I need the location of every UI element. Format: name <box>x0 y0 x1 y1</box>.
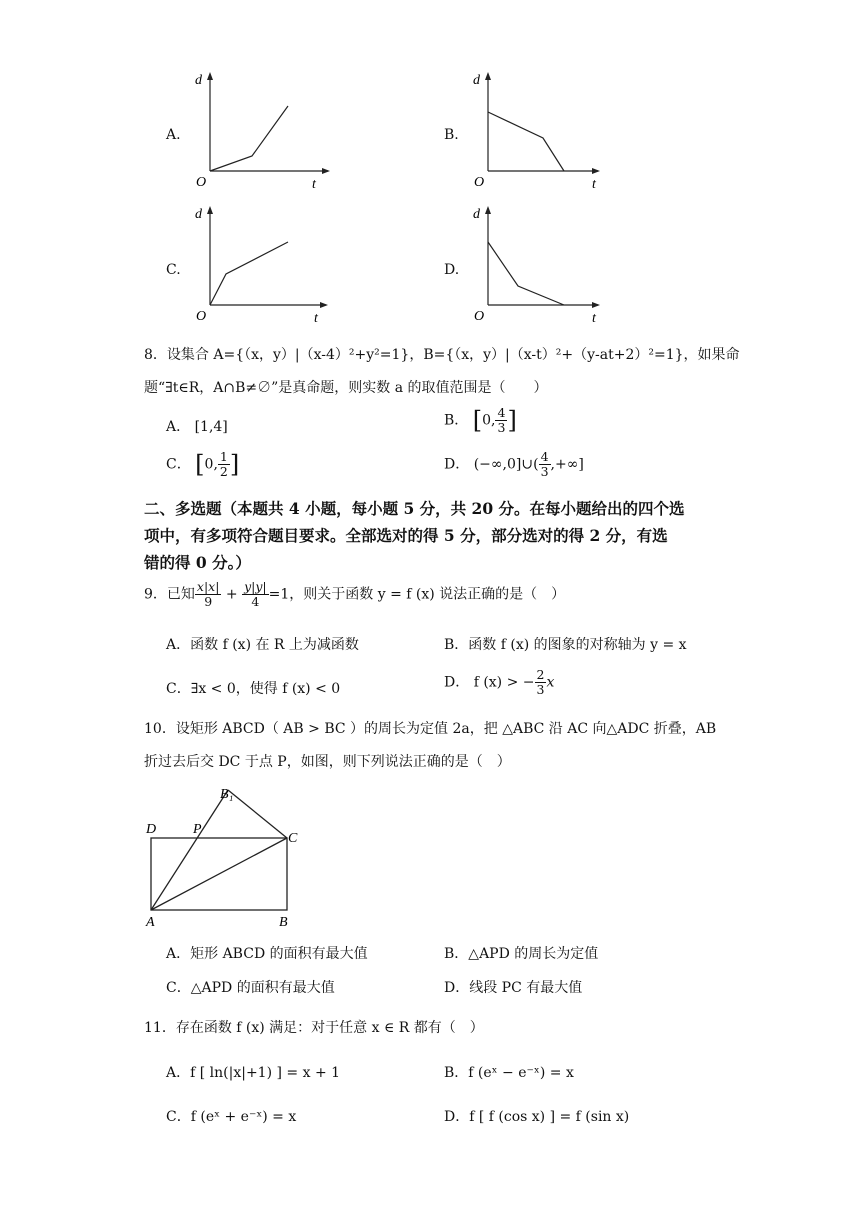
q10-label-c: C <box>288 831 298 846</box>
graph-option-c-label: C. <box>166 262 181 278</box>
q10-label-p: P <box>193 822 202 837</box>
q10-label-b1: B₁ <box>220 787 234 802</box>
graph-d <box>468 202 613 327</box>
q10-option-a: A．矩形 ABCD 的面积有最大值 <box>166 946 368 962</box>
q9-option-c: C．∃x < 0，使得 f (x) < 0 <box>166 681 341 697</box>
q10-label-a: A <box>146 915 155 930</box>
q10-option-c: C．△APD 的面积有最大值 <box>166 980 335 996</box>
q8-stem-line1: 8．设集合 A={（x，y）|（x-4）²+y²=1}，B={（x，y）|（x-t）²+（y-at+2）²=1}，如果命 <box>144 347 740 363</box>
q10-stem-line2: 折过去后交 DC 于点 P，如图，则下列说法正确的是（ ） <box>144 754 511 770</box>
graph-a-x-axis-label: t <box>312 177 316 192</box>
graph-b-y-axis-label: d <box>473 73 480 88</box>
section2-line3: 错的得 0 分。） <box>144 553 251 572</box>
q8-option-a-text: [1,4] <box>194 419 228 435</box>
section2-line2: 项中，有多项符合题目要求。全部选对的得 5 分，部分选对的得 2 分，有选 <box>144 526 668 545</box>
q11-option-b: B．f (eˣ − e⁻ˣ) = x <box>444 1065 574 1081</box>
graph-b-x-axis-label: t <box>592 177 596 192</box>
q10-option-b: B．△APD 的周长为定值 <box>444 946 599 962</box>
q8-option-d: D． (−∞,0]∪( $\frac{4}{3}$ ,+∞] <box>444 449 584 479</box>
q10-label-d: D <box>146 822 157 837</box>
q9-stem: 9．已知 $\frac{x|x|}{9}$ + $\frac{y|y|}{4}$ =1，则关于函数 y = f (x) 说法正确的是（ ） <box>144 579 566 609</box>
graph-c-y-axis-label: d <box>195 207 202 222</box>
q11-option-d: D．f [ f (cos x) ] = f (sin x) <box>444 1109 630 1125</box>
q11-option-c: C．f (eˣ + e⁻ˣ) = x <box>166 1109 297 1125</box>
q10-option-d: D．线段 PC 有最大值 <box>444 980 583 996</box>
q11-option-a: A．f [ ln(|x|+1) ] = x + 1 <box>166 1065 341 1081</box>
graph-c-x-axis-label: t <box>314 311 318 326</box>
q11-stem: 11．存在函数 f (x) 满足：对于任意 x ∈ R 都有（ ） <box>144 1020 484 1036</box>
graph-c-origin-label: O <box>196 309 207 324</box>
q8-option-c: C． [0, $\frac{1}{2}$ ] <box>166 449 240 479</box>
graph-option-d-label: D. <box>444 262 460 278</box>
graph-a-origin-label: O <box>196 175 207 190</box>
q9-option-d: D． f (x) > − $\frac{2}{3}$ x <box>444 667 555 697</box>
section2-line1: 二、多选题（本题共 4 小题，每小题 5 分，共 20 分。在每小题给出的四个选 <box>144 499 685 518</box>
graph-d-x-axis-label: t <box>592 311 596 326</box>
graph-b <box>468 68 613 193</box>
q9-option-a: A．函数 f (x) 在 R 上为减函数 <box>166 637 359 653</box>
graph-b-origin-label: O <box>474 175 485 190</box>
graph-d-y-axis-label: d <box>473 207 480 222</box>
graph-d-origin-label: O <box>474 309 485 324</box>
graph-c <box>190 202 335 327</box>
graph-a <box>190 68 335 193</box>
graph-option-b-label: B. <box>444 127 459 143</box>
q9-option-b: B．函数 f (x) 的图象的对称轴为 y = x <box>444 637 687 653</box>
graph-option-a-label: A. <box>166 127 181 143</box>
q10-label-b: B <box>279 915 288 930</box>
q10-stem-line1: 10．设矩形 ABCD（ AB > BC ）的周长为定值 2a，把 △ABC 沿 AC 向△ADC 折叠，AB <box>144 721 717 737</box>
q8-stem-line2: 题“∃t∈R，A∩B≠∅”是真命题，则实数 a 的取值范围是（ ） <box>144 380 548 396</box>
q8-option-b: B． [0, $\frac{4}{3}$ ] <box>444 405 517 435</box>
q10-fold-figure <box>140 780 320 930</box>
graph-a-y-axis-label: d <box>195 73 202 88</box>
q8-option-a: A． [1,4] <box>166 419 228 435</box>
